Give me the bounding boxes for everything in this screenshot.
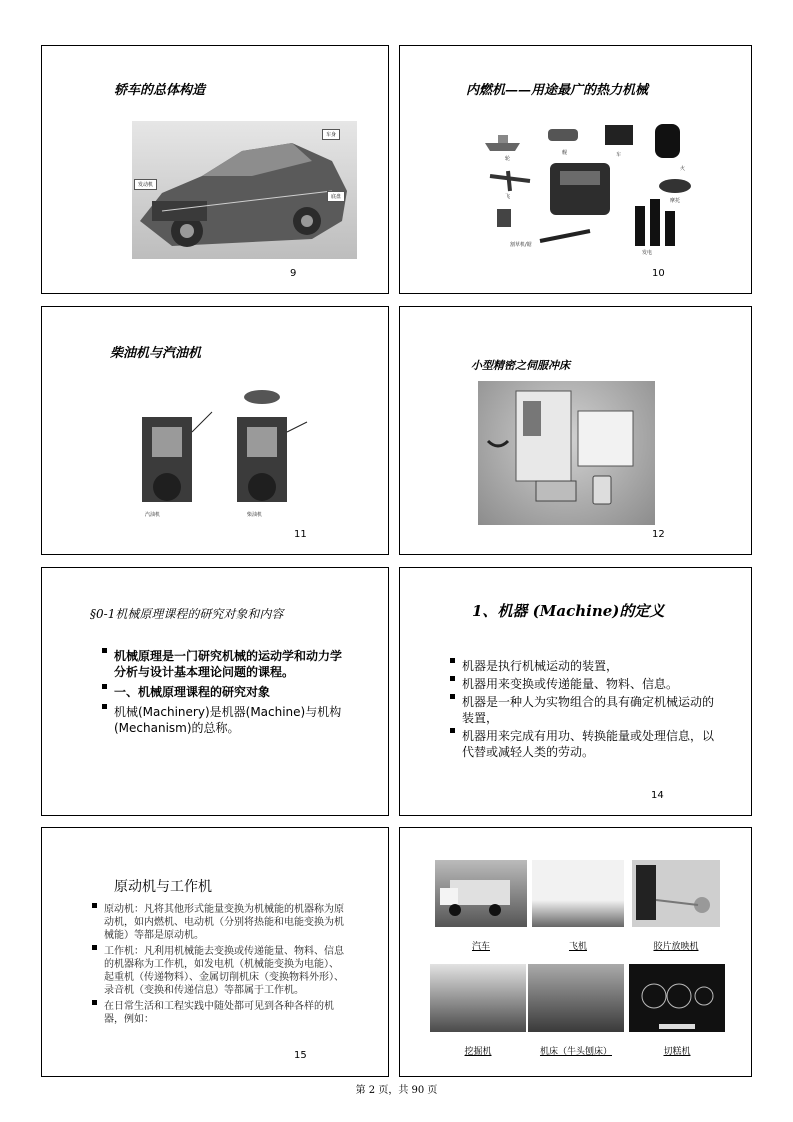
bullet-item: 工作机：凡利用机械能去变换或传递能量、物料、信息的机器称为工作机，如发电机（机械能变换为电能）、起重机（传递物料）、金属切削机床（变换物料外形）、录音机（变换和传递信息）等都属于工作机。 <box>92 945 345 997</box>
caption-excavator: 挖掘机 <box>464 1047 492 1057</box>
motorcycle-label: 摩托 <box>670 198 681 204</box>
bullet-item: 机器是执行机械运动的装置， <box>450 658 718 674</box>
page-number: 10 <box>652 268 665 279</box>
bullet-item: 机械原理是一门研究机械的运动学和动力学分析与设计基本理论问题的课程。 <box>102 648 342 680</box>
slide-title: §0-1机械原理课程的研究对象和内容 <box>90 607 284 621</box>
chassis-label: 底盘 <box>327 191 345 202</box>
slide-title: 内燃机——用途最广的热力机械 <box>466 83 649 98</box>
film-projector-image <box>632 860 720 927</box>
engine-applications-image <box>480 121 700 261</box>
car-body-label: 车身 <box>322 129 340 140</box>
page-number: 12 <box>652 529 665 540</box>
bullet-item: 在日常生活和工程实践中随处都可见到各种各样的机器，例如： <box>92 1000 345 1026</box>
caption-shaper: 机床（牛头刨床） <box>539 1047 612 1057</box>
train-label: 火 <box>680 166 686 172</box>
truck-photo <box>435 860 527 927</box>
slide-13 <box>41 567 389 816</box>
bullet-item: 原动机：凡将其他形式能量变换为机械能的机器称为原动机，如内燃机、电动机（分别将热能和电能变换为机械能）等都是原动机。 <box>92 903 345 942</box>
slide-title: 柴油机与汽油机 <box>110 346 202 361</box>
excavator-photo <box>430 964 526 1032</box>
cake-cutter-image <box>629 964 725 1032</box>
caption-film-projector: 胶片放映机 <box>653 942 699 952</box>
slide-12 <box>399 306 752 555</box>
caption-cake-cutter: 切糕机 <box>663 1047 691 1057</box>
page-footer: 第 2 页，共 90 页 <box>355 1085 438 1096</box>
diesel-gasoline-engine-image <box>117 387 327 525</box>
slide-title: 轿车的总体构造 <box>114 83 206 98</box>
mower-saw-label: 割草机/锯 <box>510 242 532 248</box>
vehicle-label: 车 <box>616 152 622 158</box>
page-number: 9 <box>290 268 297 279</box>
slide-9 <box>41 45 389 294</box>
caption-plane: 飞机 <box>568 942 587 952</box>
bullet-item: 机器是一种人为实物组合的具有确定机械运动的装置， <box>450 694 718 726</box>
diesel-engine-caption: 柴油机 <box>247 512 263 518</box>
car-structure-image <box>132 121 357 259</box>
page-number: 15 <box>294 1050 307 1061</box>
slide-title: 小型精密之伺服冲床 <box>471 359 570 372</box>
page-number: 11 <box>294 529 307 540</box>
bullet-item: 机械(Machinery)是机器(Machine)与机构(Mechanism)的总称。 <box>102 704 342 736</box>
gasoline-engine-caption: 汽油机 <box>145 512 161 518</box>
warship-label: 舰 <box>562 150 568 156</box>
plane-label: 飞 <box>505 194 511 200</box>
slide-14 <box>399 567 752 816</box>
slide-16 <box>399 827 752 1077</box>
bullet-list <box>102 648 342 736</box>
shaper-machine-photo <box>528 964 624 1032</box>
plane-photo <box>532 860 624 927</box>
bullet-item: 一、机械原理课程的研究对象 <box>102 684 342 700</box>
page-number: 14 <box>651 790 664 801</box>
servo-press-image <box>478 381 655 525</box>
slide-10 <box>399 45 752 294</box>
bullet-item: 机器用来变换或传递能量、物料、信息。 <box>450 676 718 692</box>
caption-car: 汽车 <box>471 942 490 952</box>
generator-label: 发电 <box>642 250 653 256</box>
slide-11 <box>41 306 389 555</box>
slide-title: 1、机器 (Machine)的定义 <box>472 602 665 620</box>
slide-15 <box>41 827 389 1077</box>
slide-title: 原动机与工作机 <box>114 879 212 895</box>
bullet-list <box>450 658 718 760</box>
ship-label: 轮 <box>505 156 511 162</box>
bullet-list <box>92 903 345 1026</box>
engine-label: 发动机 <box>134 179 157 190</box>
bullet-item: 机器用来完成有用功、转换能量或处理信息，以代替或减轻人类的劳动。 <box>450 728 718 760</box>
